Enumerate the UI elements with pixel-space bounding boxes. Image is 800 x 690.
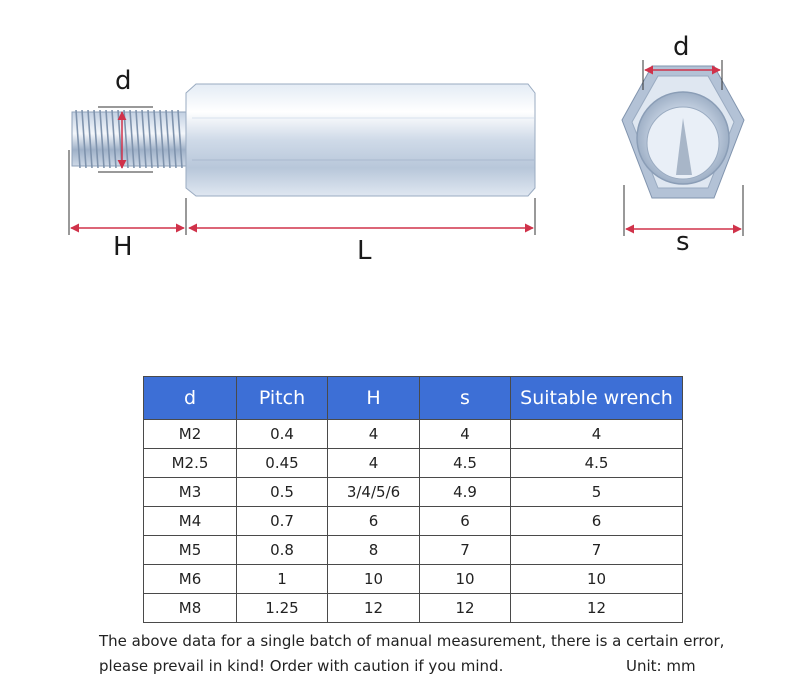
header-cell: Suitable wrench [511, 377, 683, 420]
table-cell: 12 [511, 594, 683, 623]
disclaimer-line-1: The above data for a single batch of manual measurement, there is a certain error, [99, 632, 725, 650]
side-d-label: d [115, 66, 132, 96]
table-cell: 0.45 [237, 449, 328, 478]
header-cell: d [144, 377, 237, 420]
table-cell: 6 [328, 507, 420, 536]
table-cell: M6 [144, 565, 237, 594]
disclaimer-line-2: please prevail in kind! Order with caution if you mind. [99, 657, 504, 675]
s-label: s [676, 227, 690, 257]
table-row [144, 536, 683, 565]
table-row [144, 420, 683, 449]
table-cell: M4 [144, 507, 237, 536]
table-cell: 4 [420, 420, 511, 449]
unit-note: Unit: mm [626, 657, 696, 675]
table-cell: 4 [328, 449, 420, 478]
table-cell: 4 [511, 420, 683, 449]
table-cell: 12 [328, 594, 420, 623]
h-label: H [113, 232, 133, 262]
table-cell: 6 [511, 507, 683, 536]
table-cell: 4.9 [420, 478, 511, 507]
table-cell: 7 [511, 536, 683, 565]
table-row [144, 449, 683, 478]
l-label: L [357, 236, 372, 266]
table-cell: 8 [328, 536, 420, 565]
table-row [144, 507, 683, 536]
table-cell: M8 [144, 594, 237, 623]
table-cell: M2.5 [144, 449, 237, 478]
header-cell: s [420, 377, 511, 420]
table-cell: 10 [420, 565, 511, 594]
table-cell: 1 [237, 565, 328, 594]
table-row [144, 565, 683, 594]
table-cell: M5 [144, 536, 237, 565]
hex-body [186, 84, 535, 196]
table-cell: 4.5 [420, 449, 511, 478]
table-cell: 4.5 [511, 449, 683, 478]
spec-table [143, 376, 683, 623]
header-cell: Pitch [237, 377, 328, 420]
table-cell: 0.8 [237, 536, 328, 565]
table-cell: M3 [144, 478, 237, 507]
header-cell: H [328, 377, 420, 420]
table-cell: 5 [511, 478, 683, 507]
threaded-stud [72, 110, 186, 168]
table-row [144, 594, 683, 623]
table-cell: 0.5 [237, 478, 328, 507]
table-cell: 7 [420, 536, 511, 565]
table-cell: 1.25 [237, 594, 328, 623]
product-diagram [0, 0, 800, 300]
table-cell: 0.4 [237, 420, 328, 449]
table-cell: M2 [144, 420, 237, 449]
table-cell: 6 [420, 507, 511, 536]
table-cell: 4 [328, 420, 420, 449]
table-cell: 12 [420, 594, 511, 623]
table-cell: 10 [511, 565, 683, 594]
table-header-row [144, 377, 683, 420]
end-d-label: d [673, 32, 690, 62]
table-cell: 10 [328, 565, 420, 594]
end-view [622, 60, 744, 236]
table-cell: 3/4/5/6 [328, 478, 420, 507]
table-cell: 0.7 [237, 507, 328, 536]
table-row [144, 478, 683, 507]
